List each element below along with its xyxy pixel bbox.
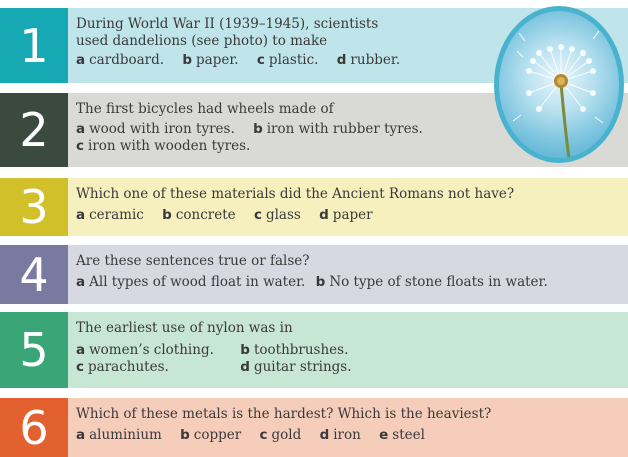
question-number: 1 <box>0 8 68 83</box>
question-text: Which of these metals is the hardest? Which is the heaviest? <box>76 406 492 422</box>
option-d[interactable] <box>320 427 361 443</box>
option-b[interactable] <box>253 121 423 137</box>
option-text: paper. <box>196 52 239 68</box>
option-letter: c <box>259 427 268 443</box>
question-number: 4 <box>0 245 68 304</box>
option-letter: c <box>256 52 265 68</box>
question-5 <box>0 312 628 388</box>
option-letter: b <box>240 342 250 358</box>
options-row <box>76 342 618 359</box>
option-b[interactable] <box>162 207 235 223</box>
option-text: parachutes. <box>88 359 169 375</box>
question-text: The first bicycles had wheels made of <box>76 101 334 117</box>
option-text: copper <box>193 427 242 443</box>
question-body <box>76 406 618 444</box>
option-letter: b <box>253 121 263 137</box>
question-body <box>76 320 618 376</box>
options-row <box>76 274 618 291</box>
question-text: During World War II (1939–1945), scientists <box>76 16 379 32</box>
options-row <box>76 359 618 376</box>
dandelion-illustration <box>499 11 619 158</box>
option-a[interactable] <box>76 342 232 359</box>
question-3 <box>0 178 628 236</box>
question-text: Are these sentences true or false? <box>76 253 310 269</box>
option-text: steel <box>392 427 425 443</box>
option-text: rubber. <box>350 52 401 68</box>
option-letter: a <box>76 207 86 223</box>
question-number: 3 <box>0 178 68 236</box>
option-b[interactable] <box>182 52 238 68</box>
question-4 <box>0 245 628 304</box>
option-text: wood with iron tyres. <box>89 121 235 137</box>
option-c[interactable] <box>254 207 301 223</box>
question-text: Which one of these materials did the Ancient Romans not have? <box>76 186 515 202</box>
option-text: iron with wooden tyres. <box>88 138 251 154</box>
question-number: 6 <box>0 398 68 457</box>
option-text: glass <box>265 207 301 223</box>
question-body <box>76 186 618 224</box>
option-letter: d <box>336 52 347 68</box>
question-number: 2 <box>0 93 68 167</box>
option-text: women’s clothing. <box>89 342 214 358</box>
option-letter: a <box>76 52 86 68</box>
option-a[interactable] <box>76 274 305 290</box>
option-c[interactable] <box>76 359 232 376</box>
option-letter: a <box>76 121 86 137</box>
option-b[interactable] <box>316 274 548 290</box>
option-text: cardboard. <box>89 52 165 68</box>
option-e[interactable] <box>379 427 425 443</box>
question-body <box>76 253 618 291</box>
option-d[interactable] <box>319 207 372 223</box>
option-text: No type of stone floats in water. <box>329 274 548 290</box>
option-b[interactable] <box>240 342 348 358</box>
option-letter: b <box>180 427 190 443</box>
option-letter: e <box>379 427 389 443</box>
option-a[interactable] <box>76 52 164 68</box>
option-letter: b <box>182 52 193 68</box>
option-a[interactable] <box>76 207 144 223</box>
option-letter: b <box>162 207 172 223</box>
option-d[interactable] <box>240 359 351 375</box>
option-text: aluminium <box>89 427 162 443</box>
dandelion-photo <box>494 6 624 163</box>
option-a[interactable] <box>76 121 235 137</box>
option-letter: d <box>240 359 250 375</box>
option-c[interactable] <box>76 138 250 154</box>
question-6 <box>0 398 628 457</box>
options-row <box>76 427 618 444</box>
option-text: iron with rubber tyres. <box>266 121 423 137</box>
options-row <box>76 207 618 224</box>
question-text: used dandelions (see photo) to make <box>76 33 328 49</box>
option-letter: a <box>76 342 86 358</box>
option-letter: c <box>253 207 262 223</box>
option-a[interactable] <box>76 427 162 443</box>
option-text: concrete <box>175 207 236 223</box>
option-letter: b <box>315 274 326 290</box>
top-rule <box>0 0 628 6</box>
option-text: All types of wood float in water. <box>89 274 306 290</box>
option-letter: d <box>319 207 329 223</box>
option-letter: c <box>76 359 85 375</box>
option-text: plastic. <box>268 52 319 68</box>
option-c[interactable] <box>260 427 302 443</box>
option-text: guitar strings. <box>253 359 352 375</box>
option-b[interactable] <box>180 427 241 443</box>
option-text: paper <box>332 207 373 223</box>
option-letter: c <box>76 138 85 154</box>
question-number: 5 <box>0 312 68 388</box>
option-letter: a <box>76 427 86 443</box>
option-c[interactable] <box>257 52 319 68</box>
question-text: The earliest use of nylon was in <box>76 320 293 336</box>
option-text: gold <box>271 427 302 443</box>
option-text: ceramic <box>89 207 144 223</box>
option-text: iron <box>333 427 361 443</box>
option-letter: a <box>76 274 86 290</box>
option-d[interactable] <box>337 52 400 68</box>
option-letter: d <box>319 427 330 443</box>
option-text: toothbrushes. <box>253 342 349 358</box>
